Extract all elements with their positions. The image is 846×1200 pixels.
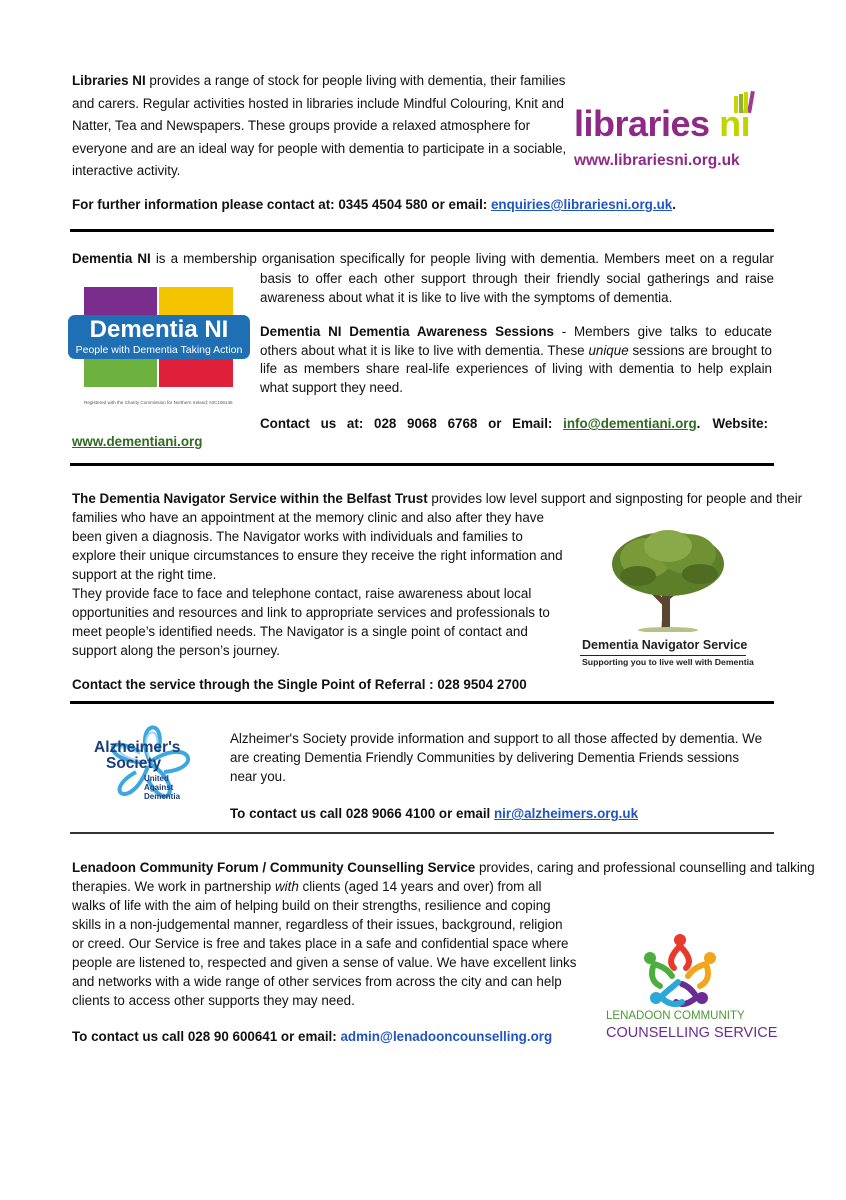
dementia-ni-website-link[interactable]: www.dementiani.org	[72, 434, 203, 449]
logo-block-red	[159, 355, 233, 387]
navigator-logo-title: Dementia Navigator Service	[582, 638, 748, 652]
logo-banner	[68, 315, 250, 359]
navigator-para1: families who have an appointment at the memory clinic and also after they have been given a diagnosis. The Navigator works with individuals and families to explore their unique circumstances to ensure they receive the right information and support at the right time.	[72, 510, 563, 582]
sessions-title: Dementia NI Dementia Awareness Sessions	[260, 324, 554, 339]
alzheimers-logo	[92, 712, 208, 822]
tree-icon	[608, 524, 728, 632]
lenadoon-first-line: Lenadoon Community Forum / Community Counselling Service provides, caring and professional counselling and talking	[72, 860, 815, 875]
dementia-ni-intro-line	[72, 249, 774, 268]
ni-logo-word: ni	[719, 103, 751, 144]
dementia-ni-intro: is a membership organisation specifically for people living with dementia. Members meet on a regular	[150, 251, 774, 266]
libraries-email-link[interactable]: enquiries@librariesni.org.uk	[490, 197, 673, 212]
alzheimers-description: Alzheimer's Society provide information and support to all those affected by dementia. We are creating Dementia Friendly Communities by delivering Dementia Friends sessions near you.	[230, 731, 763, 784]
navigator-logo-line	[580, 655, 746, 656]
alzheimers-logo-line2: Society	[106, 755, 162, 772]
navigator-logo-tagline: Supporting you to live well with Dementia	[582, 657, 754, 667]
lenadoon-contact: To contact us call 028 90 600641 or email: admin@lenadooncounselling.org	[72, 1029, 553, 1044]
alzheimers-logo-tag: United Against Dementia	[144, 774, 181, 801]
logo-tagline: People with Dementia Taking Action	[75, 344, 243, 356]
alzheimers-email-link[interactable]: nir@alzheimers.org.uk	[493, 806, 639, 821]
section-divider	[70, 229, 774, 232]
dementia-ni-email-link[interactable]: info@dementiani.org	[563, 416, 697, 431]
navigator-logo	[578, 524, 754, 674]
navigator-para2: They provide face to face and telephone contact, raise awareness about local opportunities and resources and link to appropriate services and professionals to meet people’s identified needs. The Navigator is a single point of contact and support along the person’s journey.	[72, 586, 550, 658]
libraries-section	[72, 70, 568, 183]
lenadoon-title: Lenadoon Community Forum / Community Counselling Service	[72, 860, 476, 875]
logo-block-green	[84, 355, 157, 387]
people-circle-icon	[638, 932, 722, 1012]
website-label: Website:	[712, 416, 768, 431]
dementia-ni-sessions: Dementia NI Dementia Awareness Sessions - Members give talks to educate others about what it is like to live with dementia. These unique sessions are brought to life as members share real-life experiences of living with dementia to help explain what support they need.	[260, 324, 773, 395]
dementia-ni-name: Dementia NI	[72, 251, 151, 266]
libraries-logo-url: www.librariesni.org.uk	[574, 152, 740, 169]
lenadoon-logo-line1: LENADOON COMMUNITY	[606, 1010, 745, 1022]
libraries-contact: For further information please contact at: 0345 4504 580 or email: enquiries@librariesni.org.uk.	[72, 197, 676, 212]
libraries-description: Libraries NI provides a range of stock for people living with dementia, their families and carers. Regular activities hosted in libraries include Mindful Colouring, Knit and Natter, Tea and Newspapers. These groups provide a relaxed atmosphere for everyone and are an ideal way for people with dementia to participate in a sociable, interactive activity.	[72, 73, 567, 178]
lenadoon-description: therapies. We work in partnership with clients (aged 14 years and over) from all walks of life with the aim of helping build on their strengths, resilience and coping skills in a non-judgemental manner, regardless of their issues, background, religion or creed. Our Service is free and takes place in a safe and confidential space where people are listened to, respected and given a sense of value. We have excellent links and networks with a wide range of other services from across the city and can help clients to access other supports they may need.	[72, 879, 577, 1008]
alzheimers-contact: To contact us call 028 9066 4100 or email nir@alzheimers.org.uk	[230, 806, 639, 821]
libraries-name: Libraries NI	[72, 73, 146, 88]
dementia-ni-contact: Contact us at: 028 9068 6768 or Email: info@dementiani.org. Website:	[260, 416, 768, 431]
navigator-title: The Dementia Navigator Service within the Belfast Trust	[72, 491, 428, 506]
section-divider	[70, 832, 774, 834]
navigator-contact: Contact the service through the Single Point of Referral : 028 9504 2700	[72, 677, 527, 692]
lenadoon-logo	[604, 932, 778, 1048]
section-divider	[70, 701, 774, 704]
dementia-ni-intro-continued: basis to offer each other support through their friendly social gatherings and raise awareness about what it is like to live with the symptoms of dementia.	[260, 271, 774, 305]
lenadoon-logo-line2: COUNSELLING SERVICE	[606, 1025, 778, 1041]
dementia-ni-logo	[75, 287, 243, 407]
lenadoon-email-link[interactable]: admin@lenadooncounselling.org	[340, 1029, 553, 1044]
navigator-first-line: The Dementia Navigator Service within the Belfast Trust provides low level support and signposting for people and their	[72, 491, 803, 506]
libraries-ni-logo	[574, 88, 764, 176]
section-divider	[70, 463, 774, 466]
logo-registered: Registered with the Charity Commission for Northern Ireland: NIC106146	[84, 400, 233, 405]
alzheimers-logo-line1: Alzheimer's	[94, 739, 181, 756]
logo-title: Dementia NI	[89, 316, 229, 343]
libraries-logo-word: libraries	[574, 103, 710, 144]
